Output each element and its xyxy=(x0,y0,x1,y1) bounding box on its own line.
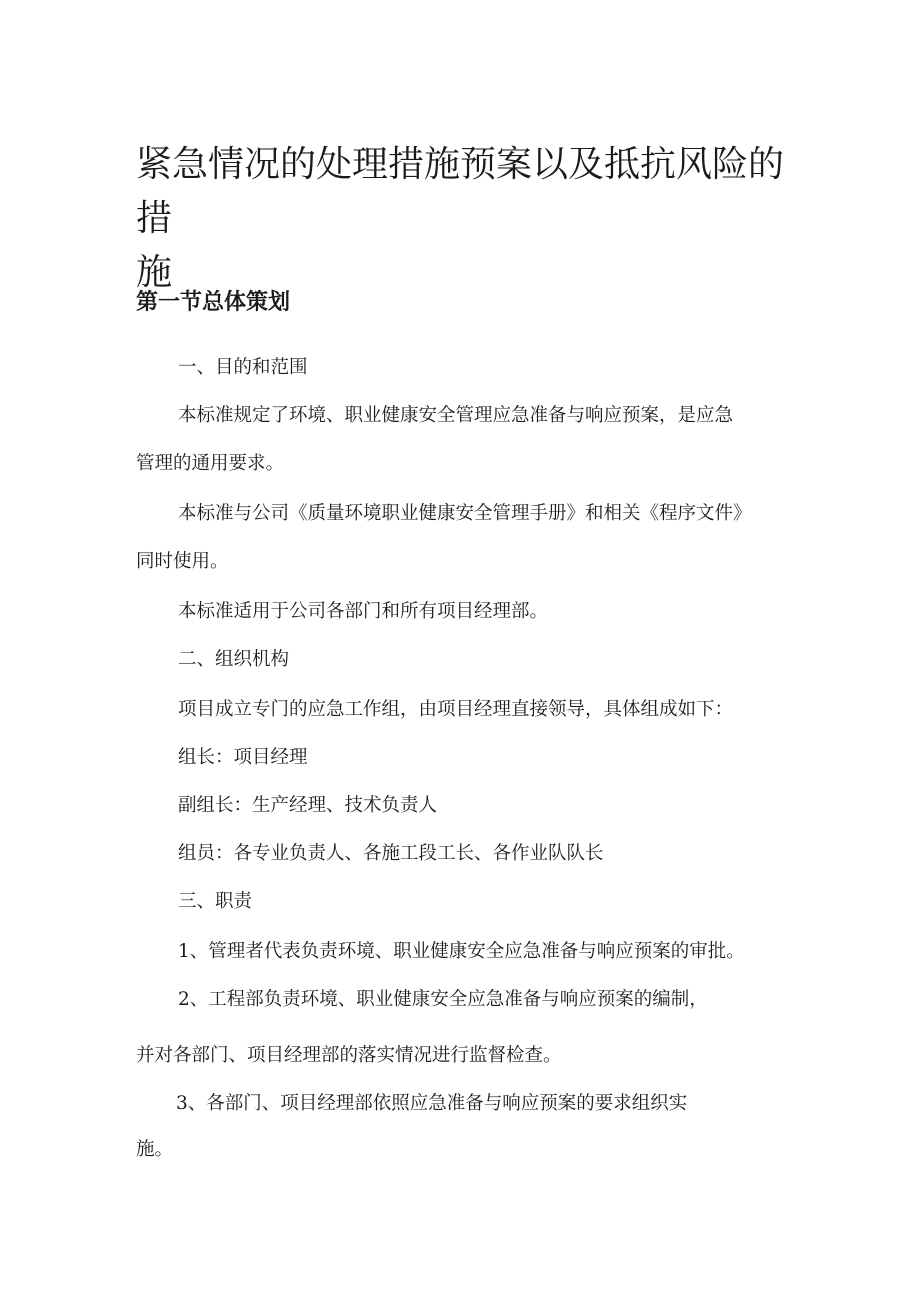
paragraph-team-members: 组员：各专业负责人、各施工段工长、各作业队队长 xyxy=(178,843,604,864)
paragraph-duty-2-line-2: 并对各部门、项目经理部的落实情况进行监督检查。 xyxy=(136,1045,562,1066)
paragraph-duty-3-line-2: 施。 xyxy=(136,1139,174,1160)
section-heading: 第一节总体策划 xyxy=(136,290,291,315)
paragraph-organization-heading: 二、组织机构 xyxy=(178,649,290,670)
paragraph-duty-1: 1、管理者代表负责环境、职业健康安全应急准备与响应预案的审批。 xyxy=(178,941,745,962)
paragraph-manual-line-2: 同时使用。 xyxy=(136,551,229,572)
document-title-line-1: 紧急情况的处理措施预案以及抵抗风险的措 xyxy=(136,144,785,239)
paragraph-emergency-team: 项目成立专门的应急工作组，由项目经理直接领导，具体组成如下： xyxy=(178,699,734,720)
paragraph-manual-line-1: 本标准与公司《质量环境职业健康安全管理手册》和相关《程序文件》 xyxy=(178,503,752,524)
document-title-line-2: 施 xyxy=(136,252,173,293)
document-title xyxy=(136,138,796,300)
paragraph-duty-2-line-1: 2、工程部负责环境、职业健康安全应急准备与响应预案的编制， xyxy=(178,989,708,1010)
paragraph-deputy-leader: 副组长：生产经理、技术负责人 xyxy=(178,795,438,816)
paragraph-standard-scope-line-1: 本标准规定了环境、职业健康安全管理应急准备与响应预案，是应急 xyxy=(178,405,734,426)
paragraph-applicability: 本标准适用于公司各部门和所有项目经理部。 xyxy=(178,601,549,622)
paragraph-purpose-heading: 一、目的和范围 xyxy=(178,357,308,378)
paragraph-team-leader: 组长：项目经理 xyxy=(178,747,308,768)
paragraph-duty-3-line-1: 3、各部门、项目经理部依照应急准备与响应预案的要求组织实 xyxy=(176,1093,688,1114)
paragraph-standard-scope-line-2: 管理的通用要求。 xyxy=(136,453,285,474)
paragraph-duties-heading: 三、职责 xyxy=(178,891,253,912)
